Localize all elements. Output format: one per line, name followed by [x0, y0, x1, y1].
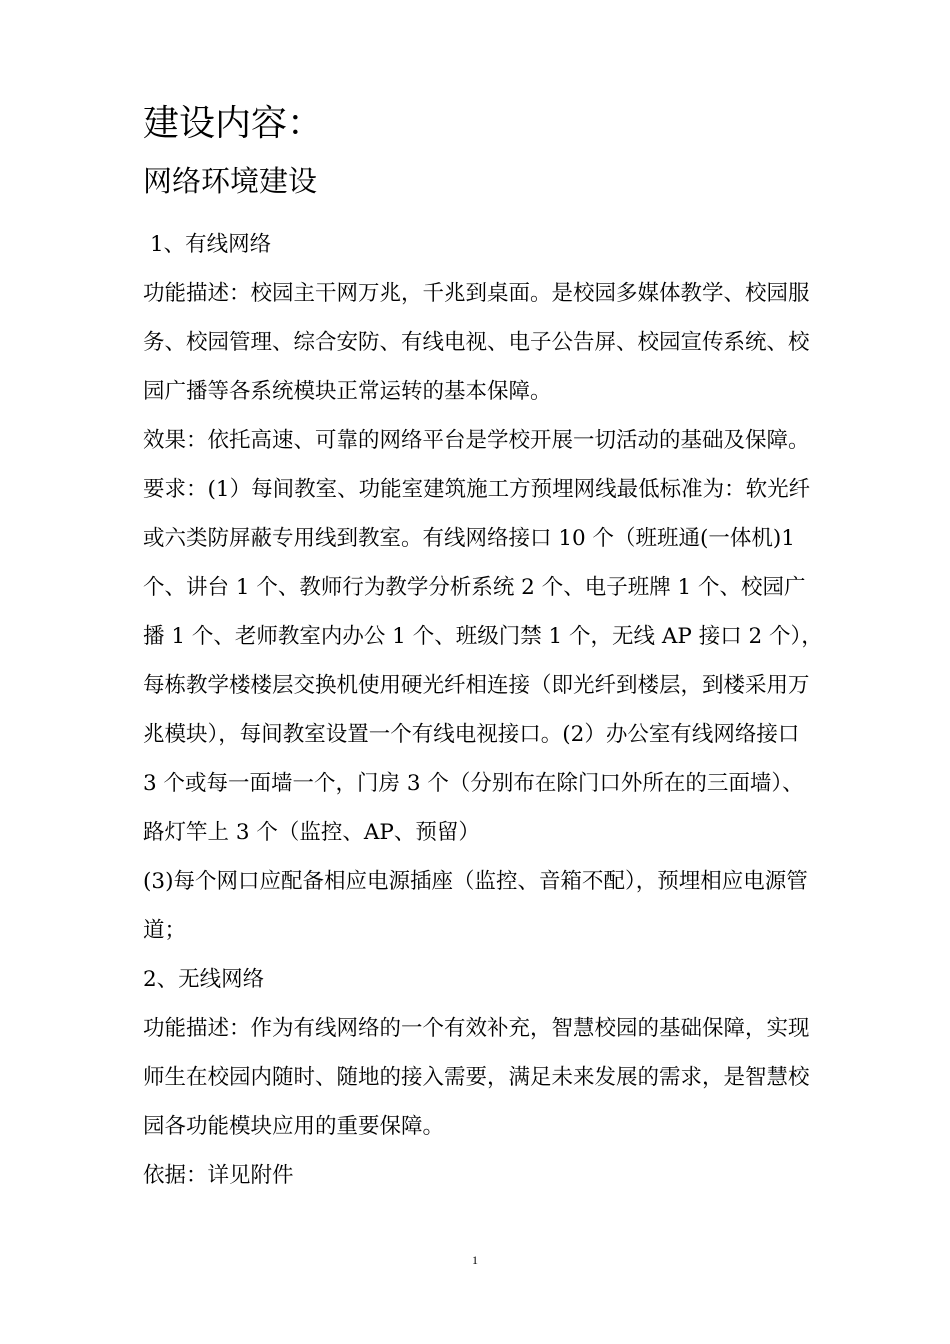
paragraph-line: 路灯竿上 3 个（监控、AP、预留） [143, 820, 480, 845]
paragraph-line: 师生在校园内随时、随地的接入需要，满足未来发展的需求，是智慧校 [143, 1065, 810, 1090]
paragraph-line: 3 个或每一面墙一个，门房 3 个（分别布在除门口外所在的三面墙）、 [143, 771, 804, 796]
paragraph-line: 效果：依托高速、可靠的网络平台是学校开展一切活动的基础及保障。 [143, 428, 810, 453]
body-text [143, 220, 843, 1200]
paragraph-line: 园广播等各系统模块正常运转的基本保障。 [143, 379, 552, 404]
paragraph-line: 每栋教学楼楼层交换机使用硬光纤相连接（即光纤到楼层，到楼采用万 [143, 673, 810, 698]
paragraph-line: 功能描述：作为有线网络的一个有效补充，智慧校园的基础保障，实现 [143, 1016, 810, 1041]
paragraph-line: 要求：(1）每间教室、功能室建筑施工方预埋网线最低标准为：软光纤 [143, 477, 811, 502]
paragraph-line: 道； [143, 918, 187, 943]
paragraph-line: 功能描述：校园主干网万兆，千兆到桌面。是校园多媒体教学、校园服 [143, 281, 810, 306]
paragraph-line: 园各功能模块应用的重要保障。 [143, 1114, 445, 1139]
section-heading: 网络环境建设 [143, 164, 318, 198]
paragraph-line: 务、校园管理、综合安防、有线电视、电子公告屏、校园宣传系统、校 [143, 330, 810, 355]
paragraph-line: 依据：详见附件 [143, 1163, 294, 1188]
paragraph-line: 播 1 个、老师教室内办公 1 个、班级门禁 1 个，无线 AP 接口 2 个）， [143, 624, 823, 649]
page-heading: 建设内容： [143, 103, 324, 144]
paragraph-line: 兆模块），每间教室设置一个有线电视接口。(2）办公室有线网络接口 [143, 722, 800, 747]
subsection-title-wired: 1、有线网络 [150, 232, 272, 257]
paragraph-line: (3)每个网口应配备相应电源插座（监控、音箱不配），预埋相应电源管 [143, 869, 808, 894]
paragraph-line: 或六类防屏蔽专用线到教室。有线网络接口 10 个（班班通(一体机)1 [143, 526, 795, 551]
paragraph-line: 个、讲台 1 个、教师行为教学分析系统 2 个、电子班牌 1 个、校园广 [143, 575, 806, 600]
subsection-title-wireless: 2、无线网络 [143, 967, 265, 992]
page-number: 1 [472, 1253, 478, 1267]
